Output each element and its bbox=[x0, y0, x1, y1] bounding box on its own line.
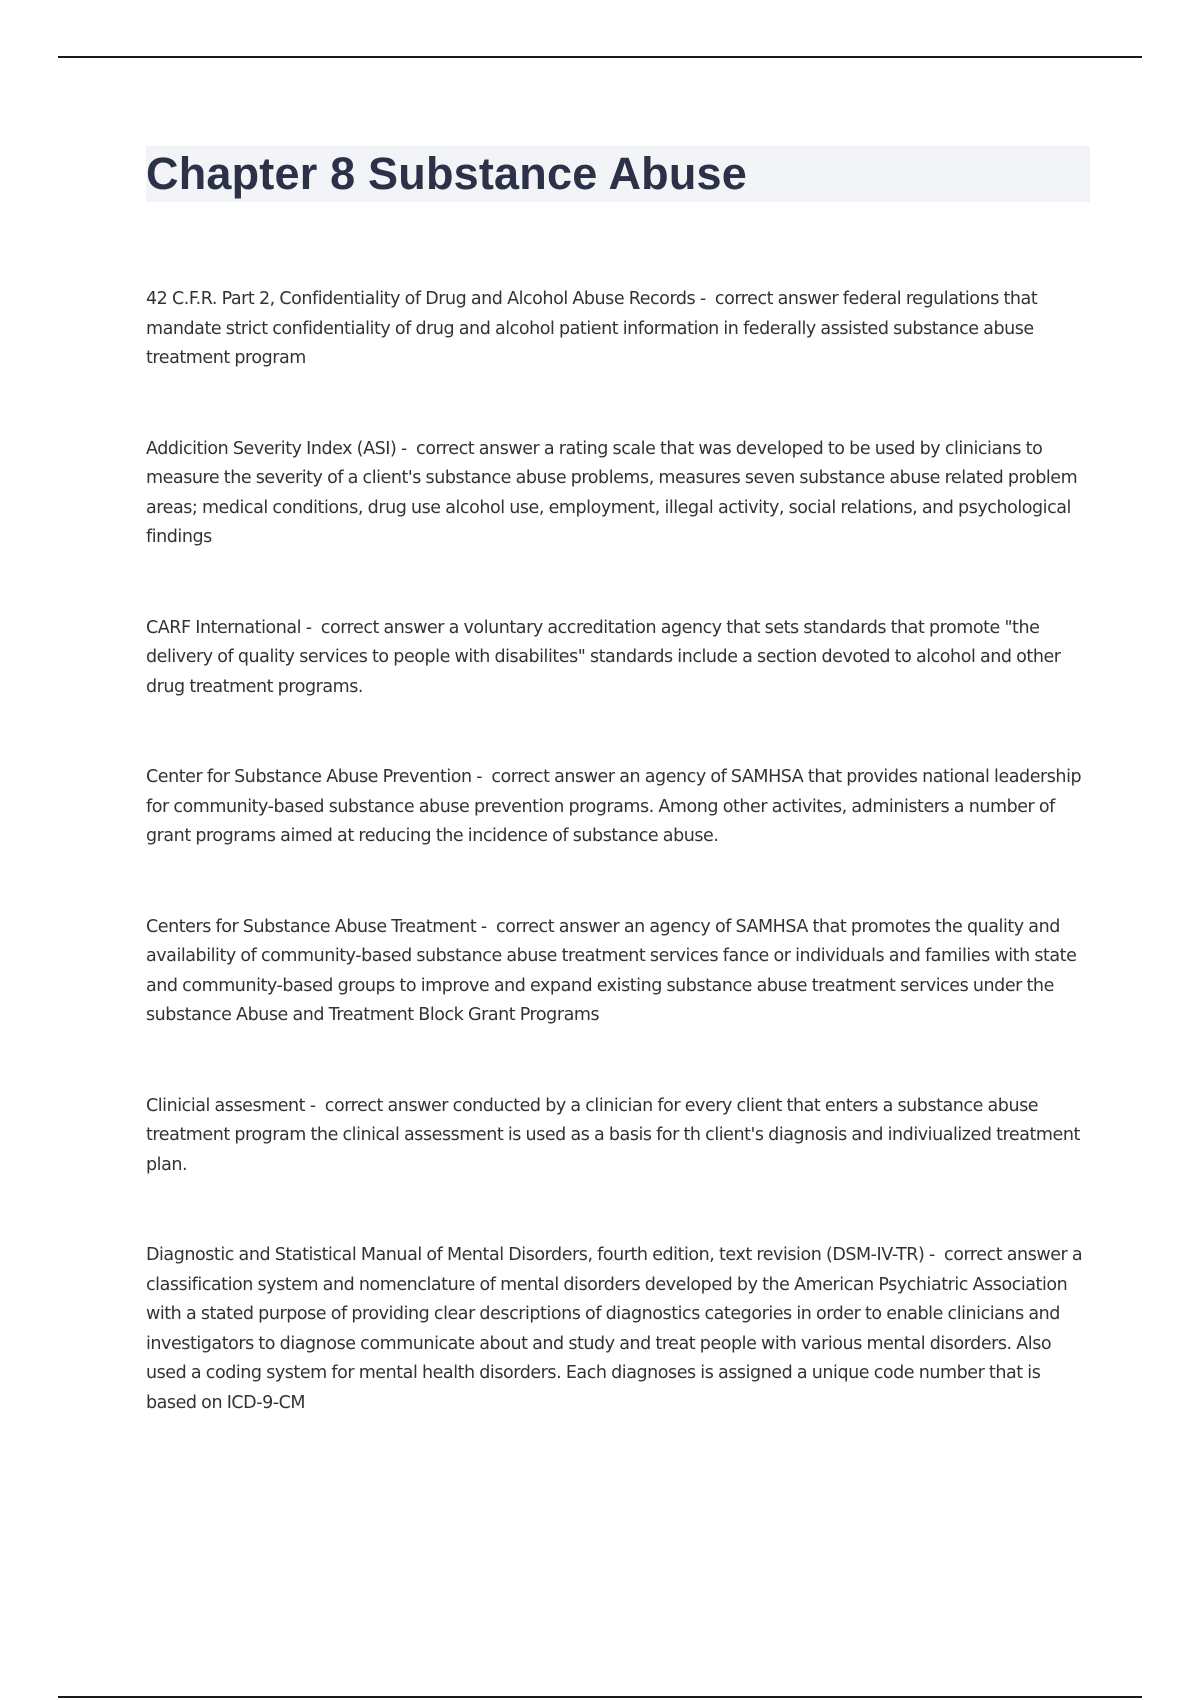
entry-definition: correct answer a rating scale that was developed to be used by clinicians to measure the severity of a client's substance abuse problems, measures seven substance abuse related problem areas; medical conditions, drug use alcohol use, employment, illegal activity, social relations, and psychological findings bbox=[146, 438, 1078, 547]
glossary-entry bbox=[146, 913, 1090, 1031]
entry-separator: - bbox=[471, 767, 492, 787]
glossary-entry bbox=[146, 1092, 1090, 1181]
page-content bbox=[146, 146, 1090, 1479]
glossary-entries bbox=[146, 285, 1090, 1418]
entry-separator: - bbox=[396, 438, 417, 459]
page-title: Chapter 8 Substance Abuse bbox=[146, 148, 747, 199]
entry-term: Addicition Severity Index (ASI) bbox=[146, 438, 397, 459]
entry-term: Diagnostic and Statistical Manual of Mental Disorders, fourth edition, text revision (DSM-IV-TR) bbox=[146, 1245, 925, 1265]
entry-definition: correct answer an agency of SAMHSA that provides national leadership for community-based substance abuse prevention programs. Among other activites, administers a number of grant programs aimed at reducing the incidence of substance abuse. bbox=[146, 767, 1082, 846]
bottom-rule bbox=[58, 1696, 1142, 1698]
entry-term: 42 C.F.R. Part 2, Confidentiality of Drug and Alcohol Abuse Records bbox=[146, 289, 696, 309]
entry-separator: - bbox=[924, 1245, 945, 1265]
glossary-entry bbox=[146, 1241, 1090, 1418]
entry-term: CARF International bbox=[146, 617, 302, 638]
entry-separator: - bbox=[305, 1095, 325, 1116]
entry-separator: - bbox=[476, 916, 496, 937]
entry-definition: correct answer conducted by a clinician for every client that enters a substance abuse treatment program the clinical assessment is used as a basis for th client's diagnosis and indiviualized treatment plan. bbox=[146, 1095, 1080, 1175]
entry-term: Center for Substance Abuse Prevention bbox=[146, 767, 472, 787]
entry-term: Centers for Substance Abuse Treatment bbox=[146, 916, 477, 937]
entry-definition: correct answer a voluntary accreditation agency that sets standards that promote "the delivery of quality services to people with disabilites" standards include a section devoted to alcohol and other drug treatment programs. bbox=[146, 617, 1061, 697]
entry-definition: correct answer an agency of SAMHSA that promotes the quality and availability of community-based substance abuse treatment services fance or individuals and families with state and community-based groups to improve and expand existing substance abuse treatment services under the substance Abuse and Treatment Block Grant Programs bbox=[146, 916, 1077, 1025]
glossary-entry bbox=[146, 614, 1090, 703]
glossary-entry bbox=[146, 285, 1090, 374]
glossary-entry bbox=[146, 763, 1090, 852]
top-rule bbox=[58, 56, 1142, 58]
entry-definition: correct answer a classification system and nomenclature of mental disorders developed by the American Psychiatric Association with a stated purpose of providing clear descriptions of diagnostics categories in order to enable clinicians and investigators to diagnose communicate about and study and treat people with various mental disorders. Also used a coding system for mental health disorders. Each diagnoses is assigned a unique code number that is based on ICD-9-CM bbox=[146, 1245, 1083, 1413]
glossary-entry bbox=[146, 435, 1090, 553]
entry-separator: - bbox=[695, 289, 715, 309]
title-banner bbox=[146, 146, 1090, 202]
entry-separator: - bbox=[301, 617, 321, 638]
entry-definition: correct answer federal regulations that mandate strict confidentiality of drug and alcohol patient information in federally assisted substance abuse treatment program bbox=[146, 289, 1038, 368]
entry-term: Clinicial assesment bbox=[146, 1095, 306, 1116]
